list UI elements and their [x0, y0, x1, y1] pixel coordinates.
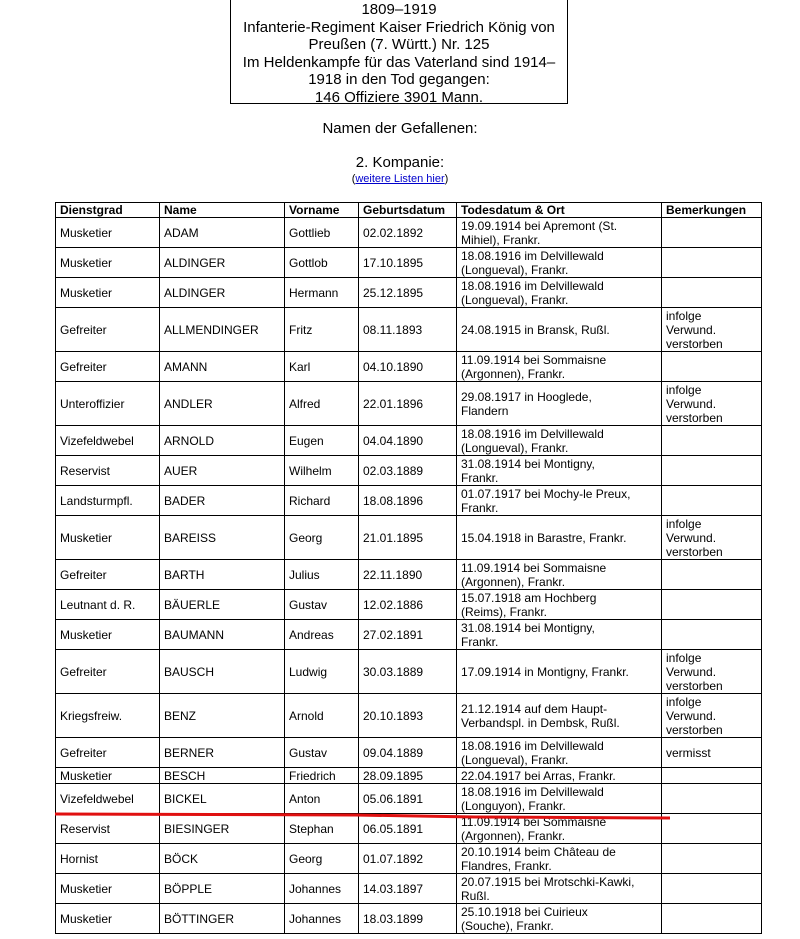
cell-first-name: Hermann [285, 278, 359, 308]
cell-first-name: Karl [285, 352, 359, 382]
cell-first-name: Julius [285, 560, 359, 590]
cell-rank: Vizefeldwebel [56, 784, 160, 814]
cell-remarks [662, 768, 762, 784]
header-line: 146 Offiziere 3901 Mann. [314, 88, 484, 106]
cell-remarks [662, 456, 762, 486]
cell-rank: Landsturmpfl. [56, 486, 160, 516]
cell-remarks [662, 426, 762, 456]
fallen-roster-table [55, 202, 762, 934]
cell-death-date-place-line: Rußl. [461, 888, 490, 903]
names-heading: Namen der Gefallenen: [322, 120, 478, 137]
cell-death-date-place [457, 382, 662, 426]
cell-remarks-line: Verwund. [666, 322, 717, 337]
cell-death-date-place [457, 784, 662, 814]
cell-name: ALLMENDINGER [160, 308, 285, 352]
cell-death-date-place-line: 01.07.1917 bei Mochy-le Preux, [461, 486, 631, 501]
cell-death-date-place-line: 18.08.1916 im Delvillewald [461, 784, 604, 799]
cell-remarks-line: verstorben [666, 722, 723, 737]
cell-birth-date: 09.04.1889 [359, 738, 457, 768]
cell-rank: Musketier [56, 516, 160, 560]
cell-death-date-place-line: 21.12.1914 auf dem Haupt- [461, 701, 608, 716]
paren-open: ( [351, 173, 356, 185]
cell-death-date-place-line: 11.09.1914 bei Sommaisne [461, 352, 607, 367]
cell-first-name: Andreas [285, 620, 359, 650]
cell-birth-date: 27.02.1891 [359, 620, 457, 650]
cell-name: BARTH [160, 560, 285, 590]
cell-rank: Gefreiter [56, 650, 160, 694]
cell-death-date-place-line: 25.10.1918 bei Cuirieux [461, 904, 588, 919]
cell-first-name: Johannes [285, 874, 359, 904]
cell-name: BADER [160, 486, 285, 516]
cell-rank: Reservist [56, 456, 160, 486]
cell-first-name: Anton [285, 784, 359, 814]
cell-death-date-place [457, 516, 662, 560]
header-line: Infanterie-Regiment Kaiser Friedrich König von [243, 18, 555, 36]
col-header-rank: Dienstgrad [56, 203, 160, 218]
cell-death-date-place-line: (Longueval), Frankr. [461, 440, 569, 455]
cell-death-date-place-line: (Argonnen), Frankr. [461, 366, 566, 381]
cell-death-date-place-line: (Longueval), Frankr. [461, 292, 569, 307]
cell-death-date-place [457, 844, 662, 874]
cell-death-date-place-line: 18.08.1916 im Delvillewald [461, 248, 604, 263]
cell-death-date-place [457, 278, 662, 308]
cell-birth-date: 21.01.1895 [359, 516, 457, 560]
cell-death-date-place-line: 20.07.1915 bei Mrotschki-Kawki, [461, 874, 635, 889]
cell-death-date-place [457, 218, 662, 248]
cell-name: BAUMANN [160, 620, 285, 650]
table-row [56, 278, 762, 308]
cell-birth-date: 30.03.1889 [359, 650, 457, 694]
cell-death-date-place [457, 620, 662, 650]
cell-rank: Musketier [56, 904, 160, 934]
cell-remarks [662, 590, 762, 620]
company-heading: 2. Kompanie: [355, 154, 445, 171]
cell-rank: Gefreiter [56, 738, 160, 768]
memorial-header-box [230, 0, 568, 104]
cell-death-date-place-line: (Argonnen), Frankr. [461, 574, 566, 589]
cell-birth-date: 22.01.1896 [359, 382, 457, 426]
cell-first-name: Friedrich [285, 768, 359, 784]
cell-remarks-line: verstorben [666, 336, 723, 351]
cell-remarks-line: infolge [666, 516, 702, 531]
table-row [56, 784, 762, 814]
cell-death-date-place [457, 814, 662, 844]
cell-first-name: Georg [285, 516, 359, 560]
table-row [56, 560, 762, 590]
cell-death-date-place-line: Flandern [461, 403, 509, 418]
cell-remarks [662, 516, 762, 560]
cell-remarks-line: Verwund. [666, 530, 717, 545]
cell-remarks [662, 486, 762, 516]
cell-birth-date: 28.09.1895 [359, 768, 457, 784]
cell-death-date-place [457, 694, 662, 738]
cell-death-date-place-line: 18.08.1916 im Delvillewald [461, 278, 604, 293]
cell-remarks [662, 560, 762, 590]
cell-death-date-place-line: (Reims), Frankr. [461, 604, 548, 619]
col-header-first-name: Vorname [285, 203, 359, 218]
cell-rank: Musketier [56, 278, 160, 308]
table-row [56, 814, 762, 844]
cell-first-name: Richard [285, 486, 359, 516]
cell-rank: Unteroffizier [56, 382, 160, 426]
cell-birth-date: 04.04.1890 [359, 426, 457, 456]
table-row [56, 844, 762, 874]
table-row [56, 768, 762, 784]
cell-rank: Vizefeldwebel [56, 426, 160, 456]
cell-death-date-place [457, 874, 662, 904]
cell-remarks [662, 278, 762, 308]
cell-first-name: Wilhelm [285, 456, 359, 486]
more-lists-line [0, 173, 800, 185]
header-line: Preußen (7. Württ.) Nr. 125 [308, 36, 490, 53]
cell-first-name: Fritz [285, 308, 359, 352]
cell-name: ANDLER [160, 382, 285, 426]
cell-death-date-place-line: 11.09.1914 bei Sommaisne [461, 814, 607, 829]
cell-death-date-place-line: (Longueval), Frankr. [461, 262, 569, 277]
cell-name: BAUSCH [160, 650, 285, 694]
cell-remarks-line: infolge [666, 650, 702, 665]
cell-birth-date: 05.06.1891 [359, 784, 457, 814]
table-row [56, 352, 762, 382]
cell-remarks-line: infolge [666, 382, 702, 397]
cell-death-date-place [457, 486, 662, 516]
cell-death-date-place [457, 426, 662, 456]
cell-birth-date: 18.08.1896 [359, 486, 457, 516]
cell-death-date-place-line: 17.09.1914 in Montigny, Frankr. [461, 664, 629, 679]
cell-name: AMANN [160, 352, 285, 382]
cell-death-date-place [457, 904, 662, 934]
table-row [56, 218, 762, 248]
cell-remarks [662, 814, 762, 844]
cell-death-date-place-line: 22.04.1917 bei Arras, Frankr. [461, 768, 616, 783]
more-lists-link[interactable]: weitere Listen hier [355, 173, 445, 185]
cell-first-name: Gustav [285, 590, 359, 620]
cell-birth-date: 04.10.1890 [359, 352, 457, 382]
cell-remarks [662, 874, 762, 904]
cell-rank: Gefreiter [56, 560, 160, 590]
header-line: 1918 in den Tod gegangen: [308, 71, 490, 88]
cell-rank: Leutnant d. R. [56, 590, 160, 620]
cell-first-name: Ludwig [285, 650, 359, 694]
cell-death-date-place-line: Verbandspl. in Dembsk, Rußl. [461, 715, 620, 730]
paren-close: ) [444, 173, 449, 185]
cell-death-date-place-line: 31.08.1914 bei Montigny, [461, 456, 595, 471]
cell-remarks-line: infolge [666, 694, 702, 709]
cell-death-date-place [457, 768, 662, 784]
cell-first-name: Gustav [285, 738, 359, 768]
cell-remarks [662, 218, 762, 248]
cell-remarks-line: Verwund. [666, 396, 717, 411]
cell-remarks [662, 352, 762, 382]
cell-death-date-place [457, 650, 662, 694]
cell-rank: Musketier [56, 218, 160, 248]
cell-death-date-place-line: (Longueval), Frankr. [461, 752, 569, 767]
header-line: 1809–1919 [361, 1, 437, 18]
cell-remarks-line: Verwund. [666, 664, 717, 679]
table-row [56, 248, 762, 278]
cell-death-date-place-line: (Souche), Frankr. [461, 918, 554, 933]
cell-death-date-place-line: 18.08.1916 im Delvillewald [461, 426, 604, 441]
cell-death-date-place [457, 248, 662, 278]
cell-remarks [662, 904, 762, 934]
cell-first-name: Alfred [285, 382, 359, 426]
table-row [56, 486, 762, 516]
table-row [56, 590, 762, 620]
cell-remarks [662, 382, 762, 426]
cell-remarks-line: Verwund. [666, 708, 717, 723]
cell-rank: Musketier [56, 874, 160, 904]
cell-name: BENZ [160, 694, 285, 738]
cell-first-name: Eugen [285, 426, 359, 456]
cell-remarks [662, 784, 762, 814]
cell-remarks [662, 738, 762, 768]
table-row [56, 874, 762, 904]
col-header-remarks: Bemerkungen [662, 203, 762, 218]
header-line: Im Heldenkampfe für das Vaterland sind 1914– [242, 53, 556, 71]
cell-name: BIESINGER [160, 814, 285, 844]
table-row [56, 620, 762, 650]
cell-death-date-place-line: Frankr. [461, 470, 499, 485]
cell-remarks-line: verstorben [666, 410, 723, 425]
cell-first-name: Gottlob [285, 248, 359, 278]
cell-name: ALDINGER [160, 278, 285, 308]
cell-death-date-place-line: 29.08.1917 in Hooglede, [461, 389, 592, 404]
cell-rank: Hornist [56, 844, 160, 874]
cell-remarks-line: infolge [666, 308, 702, 323]
cell-name: BAREISS [160, 516, 285, 560]
table-row [56, 694, 762, 738]
cell-birth-date: 22.11.1890 [359, 560, 457, 590]
table-row [56, 650, 762, 694]
cell-remarks-line: verstorben [666, 678, 723, 693]
cell-death-date-place [457, 456, 662, 486]
table-row [56, 738, 762, 768]
cell-remarks [662, 844, 762, 874]
cell-death-date-place-line: 20.10.1914 beim Château de [461, 844, 616, 859]
cell-death-date-place-line: (Argonnen), Frankr. [461, 828, 566, 843]
cell-death-date-place-line: Frankr. [461, 500, 499, 515]
cell-remarks-line: vermisst [666, 745, 711, 760]
cell-birth-date: 02.02.1892 [359, 218, 457, 248]
table-row [56, 308, 762, 352]
cell-rank: Musketier [56, 248, 160, 278]
cell-death-date-place-line: 19.09.1914 bei Apremont (St. [461, 218, 618, 233]
cell-name: BERNER [160, 738, 285, 768]
cell-name: AUER [160, 456, 285, 486]
cell-birth-date: 14.03.1897 [359, 874, 457, 904]
cell-rank: Reservist [56, 814, 160, 844]
cell-name: BICKEL [160, 784, 285, 814]
table-row [56, 426, 762, 456]
cell-name: BÄUERLE [160, 590, 285, 620]
cell-death-date-place-line: 24.08.1915 in Bransk, Rußl. [461, 322, 610, 337]
cell-remarks [662, 308, 762, 352]
cell-name: BESCH [160, 768, 285, 784]
cell-death-date-place [457, 308, 662, 352]
cell-first-name: Arnold [285, 694, 359, 738]
cell-death-date-place-line: 15.07.1918 am Hochberg [461, 590, 597, 605]
cell-remarks [662, 650, 762, 694]
cell-remarks [662, 620, 762, 650]
col-header-death-date-place: Todesdatum & Ort [457, 203, 662, 218]
table-header-row [56, 203, 762, 218]
cell-death-date-place-line: 31.08.1914 bei Montigny, [461, 620, 595, 635]
cell-rank: Gefreiter [56, 352, 160, 382]
cell-first-name: Georg [285, 844, 359, 874]
col-header-name: Name [160, 203, 285, 218]
cell-death-date-place [457, 590, 662, 620]
cell-name: BÖPPLE [160, 874, 285, 904]
cell-name: BÖTTINGER [160, 904, 285, 934]
cell-rank: Gefreiter [56, 308, 160, 352]
cell-name: ALDINGER [160, 248, 285, 278]
cell-death-date-place [457, 352, 662, 382]
col-header-birth-date: Geburtsdatum [359, 203, 457, 218]
cell-first-name: Gottlieb [285, 218, 359, 248]
cell-death-date-place [457, 560, 662, 590]
cell-remarks [662, 248, 762, 278]
cell-birth-date: 25.12.1895 [359, 278, 457, 308]
cell-rank: Kriegsfreiw. [56, 694, 160, 738]
cell-birth-date: 12.02.1886 [359, 590, 457, 620]
cell-birth-date: 06.05.1891 [359, 814, 457, 844]
cell-first-name: Stephan [285, 814, 359, 844]
cell-remarks-line: verstorben [666, 544, 723, 559]
cell-name: ARNOLD [160, 426, 285, 456]
cell-rank: Musketier [56, 768, 160, 784]
table-row [56, 456, 762, 486]
cell-birth-date: 18.03.1899 [359, 904, 457, 934]
cell-death-date-place-line: Flandres, Frankr. [461, 858, 552, 873]
cell-death-date-place-line: Mihiel), Frankr. [461, 232, 541, 247]
cell-first-name: Johannes [285, 904, 359, 934]
cell-death-date-place [457, 738, 662, 768]
cell-rank: Musketier [56, 620, 160, 650]
cell-name: BÖCK [160, 844, 285, 874]
cell-death-date-place-line: Frankr. [461, 634, 499, 649]
cell-name: ADAM [160, 218, 285, 248]
cell-birth-date: 08.11.1893 [359, 308, 457, 352]
table-row [56, 904, 762, 934]
cell-birth-date: 17.10.1895 [359, 248, 457, 278]
cell-birth-date: 01.07.1892 [359, 844, 457, 874]
cell-death-date-place-line: 11.09.1914 bei Sommaisne [461, 560, 607, 575]
cell-death-date-place-line: 18.08.1916 im Delvillewald [461, 738, 604, 753]
cell-death-date-place-line: 15.04.1918 in Barastre, Frankr. [461, 530, 627, 545]
cell-birth-date: 02.03.1889 [359, 456, 457, 486]
cell-birth-date: 20.10.1893 [359, 694, 457, 738]
table-row [56, 382, 762, 426]
table-row [56, 516, 762, 560]
cell-death-date-place-line: (Longuyon), Frankr. [461, 798, 566, 813]
cell-remarks [662, 694, 762, 738]
